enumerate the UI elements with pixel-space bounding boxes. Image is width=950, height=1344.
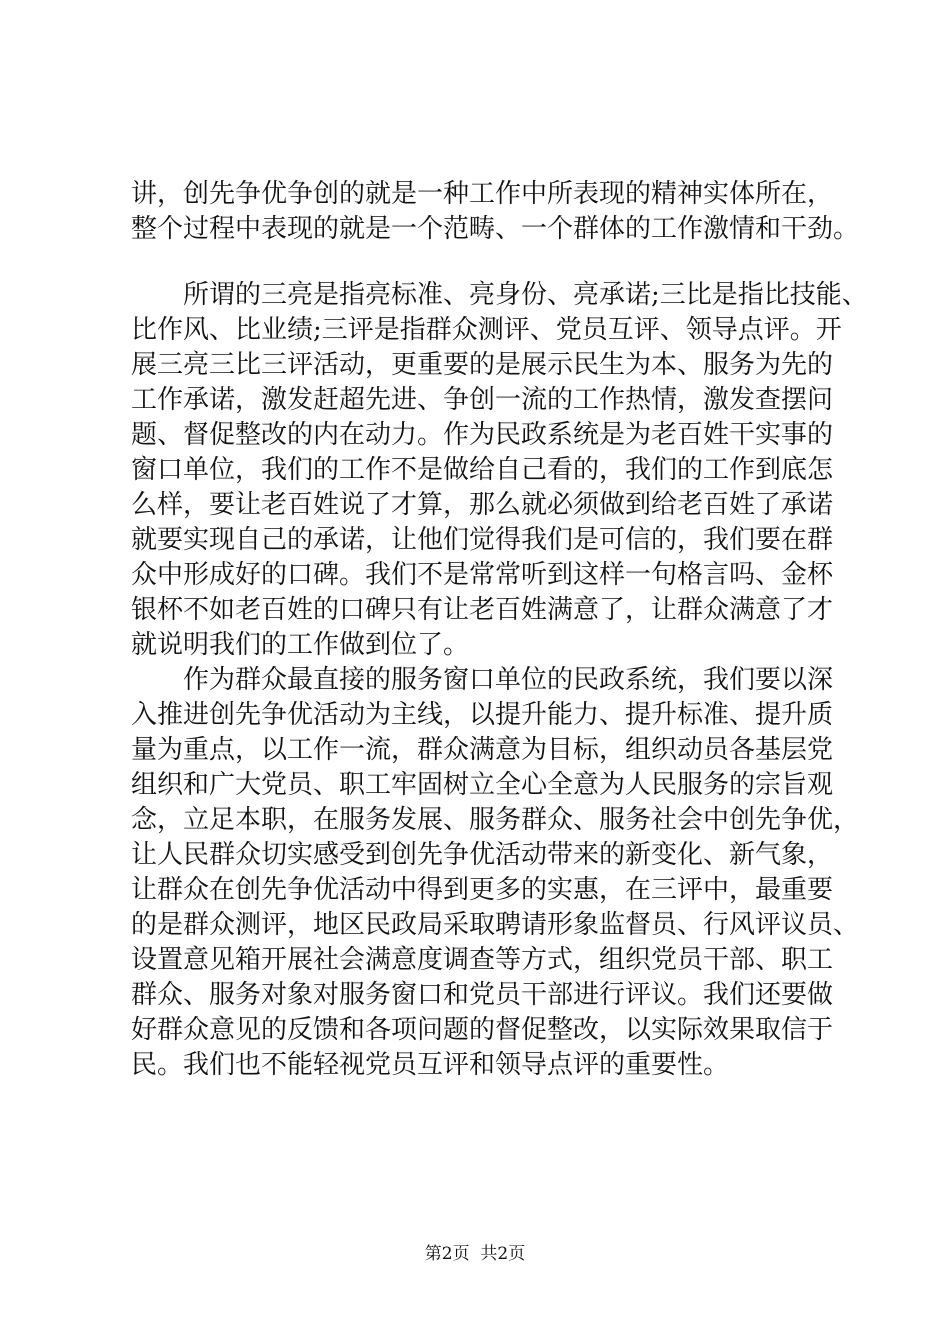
text-line: 好群众意见的反馈和各项问题的督促整改，以实际效果取信于 bbox=[131, 1015, 834, 1045]
text-line: 入推进创先争优活动为主线，以提升能力、提升标准、提升质 bbox=[131, 700, 834, 730]
text-line: 众中形成好的口碑。我们不是常常听到这样一句格言吗、金杯 bbox=[131, 560, 834, 590]
text-line: 比作风、比业绩;三评是指群众测评、党员互评、领导点评。开 bbox=[131, 315, 842, 345]
text-line: 么样，要让老百姓说了才算，那么就必须做到给老百姓了承诺 bbox=[131, 490, 834, 520]
text-line: 就说明我们的工作做到位了。 bbox=[131, 630, 470, 660]
text-line: 展三亮三比三评活动，更重要的是展示民生为本、服务为先的 bbox=[131, 350, 834, 380]
page-number-footer: 第2页 共2页 bbox=[424, 1244, 526, 1264]
text-line: 让群众在创先争优活动中得到更多的实惠，在三评中，最重要 bbox=[131, 875, 834, 905]
text-line: 讲，创先争优争创的就是一种工作中所表现的精神实体所在， bbox=[131, 179, 834, 209]
text-line: 民。我们也不能轻视党员互评和领导点评的重要性。 bbox=[131, 1050, 730, 1080]
text-line: 银杯不如老百姓的口碑只有让老百姓满意了，让群众满意了才 bbox=[131, 595, 834, 625]
text-line: 量为重点，以工作一流，群众满意为目标，组织动员各基层党 bbox=[131, 735, 834, 765]
text-line: 设置意见箱开展社会满意度调查等方式，组织党员干部、职工 bbox=[131, 945, 834, 975]
text-line: 的是群众测评，地区民政局采取聘请形象监督员、行风评议员、 bbox=[131, 910, 860, 940]
text-line: 群众、服务对象对服务窗口和党员干部进行评议。我们还要做 bbox=[131, 980, 834, 1010]
text-line: 就要实现自己的承诺，让他们觉得我们是可信的，我们要在群 bbox=[131, 525, 834, 555]
text-line: 所谓的三亮是指亮标准、亮身份、亮承诺;三比是指比技能、 bbox=[183, 280, 868, 310]
text-line: 念，立足本职，在服务发展、服务群众、服务社会中创先争优， bbox=[131, 805, 860, 835]
text-line: 工作承诺，激发赶超先进、争创一流的工作热情，激发查摆问 bbox=[131, 385, 834, 415]
text-line: 作为群众最直接的服务窗口单位的民政系统，我们要以深 bbox=[183, 665, 834, 695]
text-line: 组织和广大党员、职工牢固树立全心全意为人民服务的宗旨观 bbox=[131, 770, 834, 800]
text-line: 让人民群众切实感受到创先争优活动带来的新变化、新气象， bbox=[131, 840, 834, 870]
text-line: 整个过程中表现的就是一个范畴、一个群体的工作激情和干劲。 bbox=[131, 214, 860, 244]
text-line: 窗口单位，我们的工作不是做给自己看的，我们的工作到底怎 bbox=[131, 455, 834, 485]
text-line: 题、督促整改的内在动力。作为民政系统是为老百姓干实事的 bbox=[131, 420, 834, 450]
